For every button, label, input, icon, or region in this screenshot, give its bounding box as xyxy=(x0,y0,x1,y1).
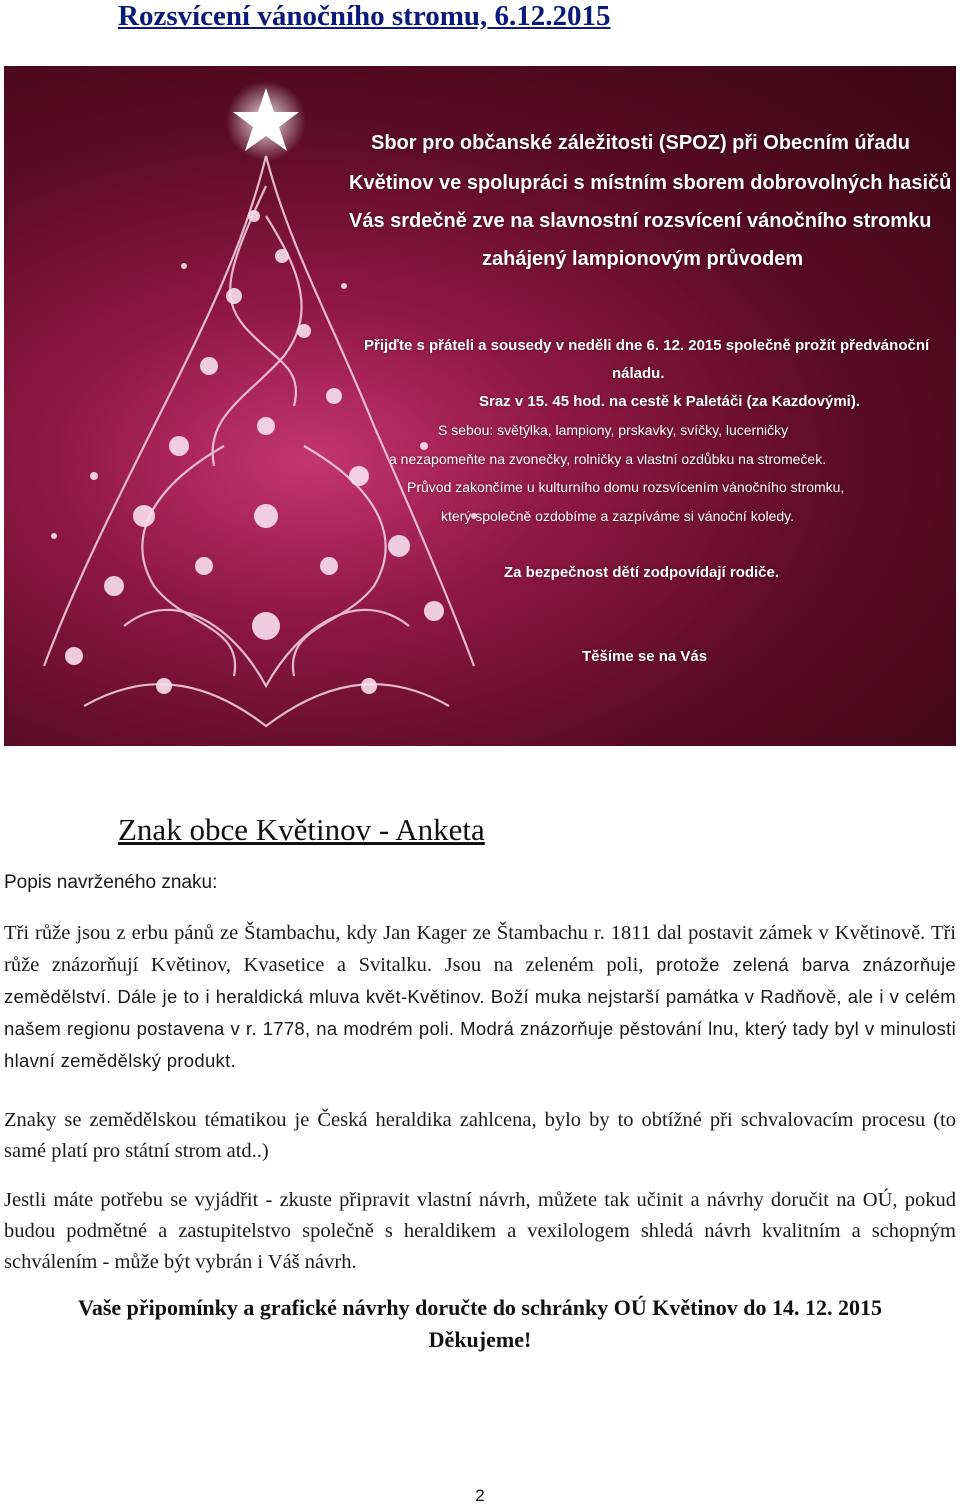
poster-line-5: Přijďte s přáteli a sousedy v neděli dne 6. 12. 2015 společně prožít předvánoční xyxy=(364,337,930,354)
poster-line-13: Těšíme se na Vás xyxy=(582,648,708,665)
subheading-description: Popis navrženého znaku: xyxy=(4,872,218,893)
paragraph-arms-description xyxy=(4,918,956,1077)
poster-line-2: Květinov ve spolupráci s místním sborem dobrovolných hasičů xyxy=(349,172,952,194)
poster-line-3: Vás srdečně zve na slavnostní rozsvícení vánočního stromku xyxy=(349,210,932,232)
section-title-coat-of-arms: Znak obce Květinov - Anketa xyxy=(118,812,485,847)
paragraph-arms-part-2: protože zelená barva znázorňuje zemědělství. Dále je to i heraldická mluva květ-Květinov. Boží muka nejstarší památka v Radňově, ale i v celém našem regionu postavena v r. 1778, na modrém poli. Modrá znázorňuje pěstování lnu, který tady byl v minulosti hlavní zemědělský produkt. xyxy=(4,954,956,1071)
poster-line-6: náladu. xyxy=(612,365,665,382)
invitation-poster xyxy=(4,66,956,746)
paragraph-heraldry-note: Znaky se zemědělskou tématikou je Česká heraldika zahlcena, bylo by to obtížné při schvalovacím procesu (to samé platí pro státní strom atd..) xyxy=(4,1109,956,1162)
poster-line-9: a nezapomeňte na zvonečky, rolničky a vlastní ozdůbku na stromeček. xyxy=(389,451,827,467)
section-title-tree-lighting: Rozsvícení vánočního stromu, 6.12.2015 xyxy=(118,0,611,32)
poster-line-7: Sraz v 15. 45 hod. na cestě k Paletáči (za Kazdovými). xyxy=(479,393,860,410)
poster-line-11: který společně ozdobíme a zazpíváme si vánoční koledy. xyxy=(441,508,795,524)
page-number: 2 xyxy=(475,1486,485,1505)
thank-you-line: Děkujeme! xyxy=(428,1327,532,1352)
paragraph-arms-part-1: Tři růže jsou z erbu pánů ze Štambachu, kdy Jan Kager ze Štambachu r. 1811 dal postavit zámek v Květinově. Tři růže znázorňují Květinov, Kvasetice a Svitalku. Jsou na zeleném poli, xyxy=(4,922,956,976)
poster-line-8: S sebou: světýlka, lampiony, prskavky, svíčky, lucerničky xyxy=(438,422,789,438)
poster-line-12: Za bezpečnost dětí zodpovídají rodiče. xyxy=(504,564,780,581)
poster-line-4: zahájený lampionovým průvodem xyxy=(482,248,804,270)
poster-line-10: Průvod zakončíme u kulturního domu rozsvícením vánočního stromku, xyxy=(407,479,845,495)
deadline-notice: Vaše připomínky a grafické návrhy doručte do schránky OÚ Květinov do 14. 12. 2015 xyxy=(77,1295,883,1320)
poster-line-1: Sbor pro občanské záležitosti (SPOZ) při Obecním úřadu xyxy=(371,132,910,154)
paragraph-call-for-proposals: Jestli máte potřebu se vyjádřit - zkuste připravit vlastní návrh, můžete tak učinit a návrhy doručit na OÚ, pokud budou podmětné a zastupitelstvo společně s heraldikem a vexilologem shledá návrh kvalitním a schopným schválením - může být vybrán i Váš návrh. xyxy=(4,1189,956,1273)
